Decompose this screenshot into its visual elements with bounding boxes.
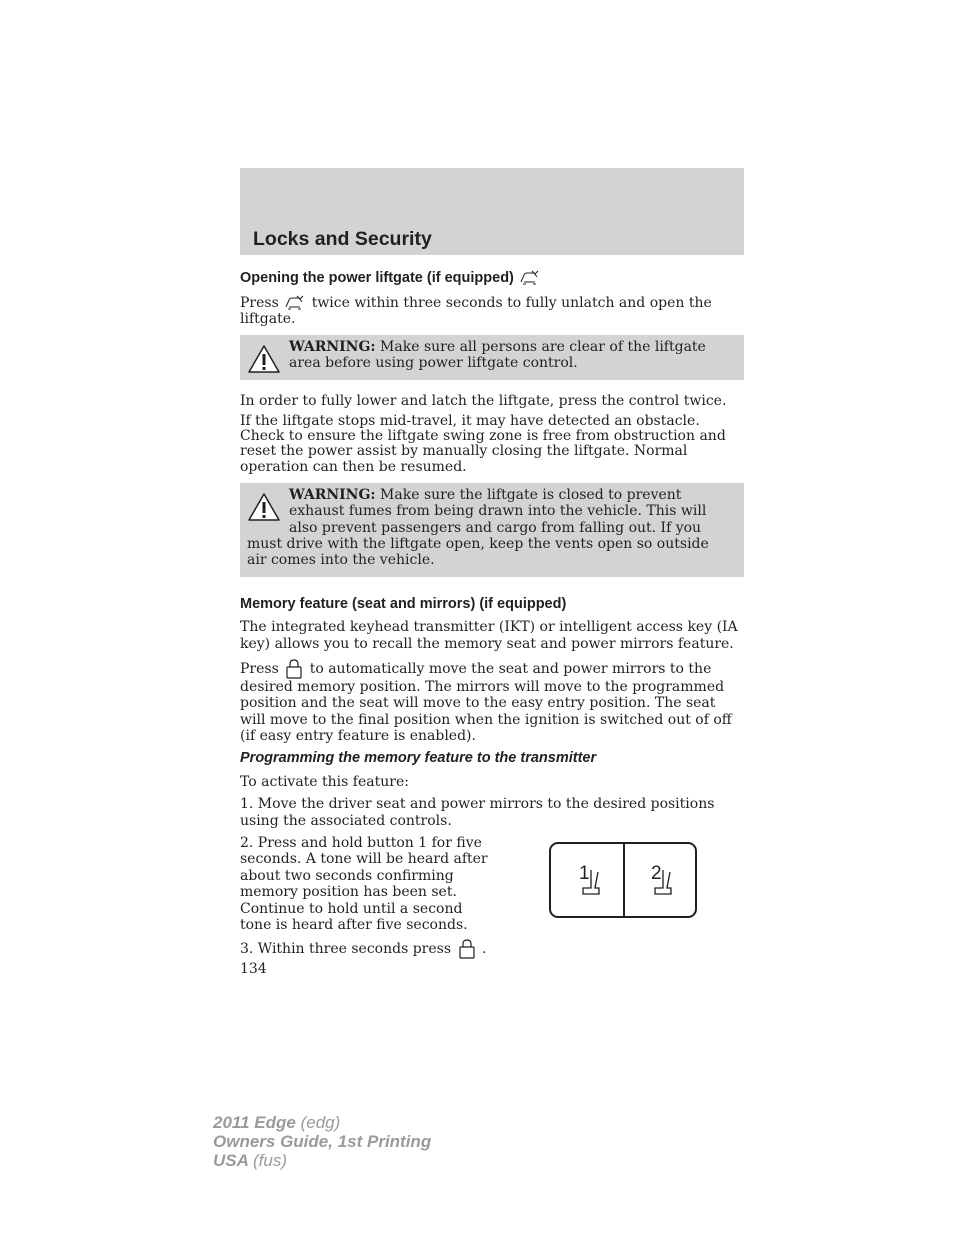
- warning-triangle-icon: [247, 344, 281, 374]
- heading-memory-feature: Memory feature (seat and mirrors) (if equipped): [240, 596, 567, 612]
- step-3: [240, 939, 740, 959]
- heading-power-liftgate-text: Opening the power liftgate (if equipped): [240, 270, 514, 286]
- lock-icon: [283, 659, 305, 679]
- footer-line-3: [213, 1151, 431, 1170]
- footer-model: 2011 Edge: [213, 1113, 296, 1132]
- press-suffix: to automatically move the seat and power mirrors to the desired memory position. The mirrors will move to the programmed position and the seat will move to the easy entry position. The seat will move to the final position when the ignition is switched out of off (if easy entry feature is enabled).: [240, 661, 732, 745]
- warning-1-label: WARNING:: [289, 339, 376, 355]
- footer-line-1: [213, 1113, 431, 1132]
- press-prefix: Press: [240, 661, 279, 677]
- keypad-divider: [623, 844, 625, 916]
- memory-keypad-illustration: [549, 842, 697, 918]
- step-3-suffix: .: [481, 941, 487, 957]
- page-number: 134: [240, 961, 267, 977]
- para-memory-press: [240, 659, 740, 745]
- press-suffix: twice within three seconds to fully unlatch and open the liftgate.: [240, 295, 712, 327]
- footer-market-code: (fus): [253, 1151, 287, 1170]
- section-header-band: [240, 168, 744, 255]
- document-footer: [213, 1113, 431, 1170]
- footer-market: USA: [213, 1151, 249, 1170]
- step-1: 1. Move the driver seat and power mirrors to the desired positions using the associated controls.: [240, 796, 715, 829]
- warning-box-1: [240, 335, 744, 380]
- para-obstacle: If the liftgate stops mid-travel, it may have detected an obstacle. Check to ensure the liftgate swing zone is free from obstruction and reset the power assist by manually closing the liftgate. Normal operation can then be resumed.: [240, 413, 726, 475]
- seat-memory-icon: [569, 862, 609, 902]
- footer-line-2: Owners Guide, 1st Printing: [213, 1132, 432, 1151]
- warning-2-text: Make sure the liftgate is closed to prevent exhaust fumes from being drawn into the vehicle. This will also prevent passengers and cargo from falling out. If you must drive with the liftgate open, keep the vents open so outside air comes into the vehicle.: [247, 487, 709, 569]
- step-3-prefix: 3. Within three seconds press: [240, 941, 452, 957]
- seat-memory-icon: [641, 862, 681, 902]
- heading-programming: Programming the memory feature to the transmitter: [240, 750, 597, 766]
- keypad-button-2-label: 2: [651, 863, 662, 884]
- warning-1-text: Make sure all persons are clear of the liftgate area before using power liftgate control.: [289, 339, 706, 372]
- warning-triangle-icon: [247, 492, 281, 522]
- para-press-liftgate: [240, 295, 740, 327]
- footer-model-code: (edg): [300, 1113, 341, 1132]
- keypad-button-1-label: 1: [579, 863, 590, 884]
- liftgate-icon: [518, 270, 540, 286]
- para-memory-intro: The integrated keyhead transmitter (IKT) or intelligent access key (IA key) allows you to recall the memory seat and power mirrors feature.: [240, 619, 738, 652]
- press-prefix: Press: [240, 295, 279, 311]
- warning-2-label: WARNING:: [289, 487, 376, 503]
- step-2: 2. Press and hold button 1 for five seconds. A tone will be heard after about two seconds confirming memory position has been set. Continue to hold until a second tone is heard after five seconds.: [240, 835, 488, 934]
- para-activate: To activate this feature:: [240, 774, 409, 790]
- warning-box-2: [240, 483, 744, 577]
- heading-power-liftgate: [240, 270, 540, 286]
- lock-icon: [456, 939, 478, 959]
- para-lower-liftgate: In order to fully lower and latch the liftgate, press the control twice.: [240, 393, 727, 409]
- liftgate-icon: [283, 295, 307, 311]
- section-title: Locks and Security: [253, 228, 432, 250]
